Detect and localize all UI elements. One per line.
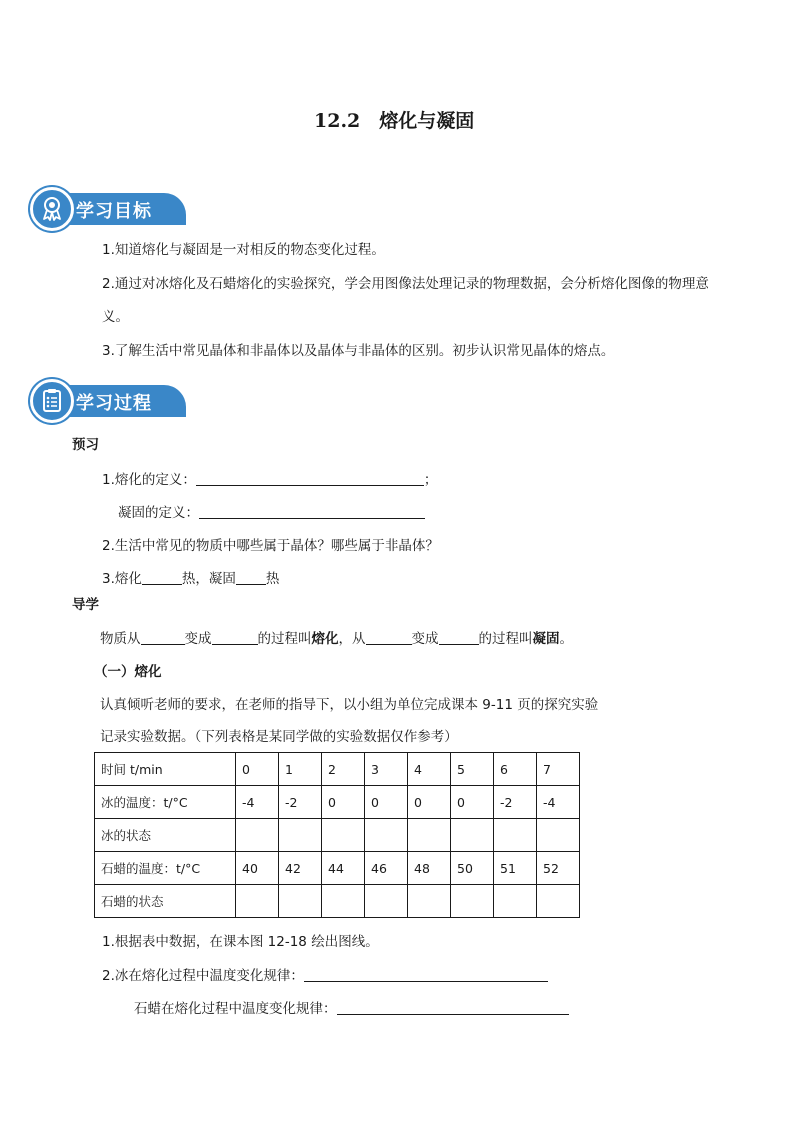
text-segment: 变成 — [411, 631, 439, 647]
table-row — [95, 753, 580, 786]
table-row — [95, 852, 580, 885]
table-cell: 44 — [322, 852, 365, 885]
table-cell: 2 — [322, 753, 365, 786]
table-cell[interactable] — [408, 885, 451, 918]
section-banner-goals — [30, 187, 186, 229]
q3-a: 3.熔化 — [102, 571, 142, 587]
preview-heading: 预习 — [72, 437, 99, 453]
table-cell[interactable] — [365, 819, 408, 852]
answer-blank[interactable] — [366, 630, 412, 645]
table-cell: 4 — [408, 753, 451, 786]
row-label: 石蜡的温度：t/°C — [95, 852, 236, 885]
row-label: 冰的温度：t/°C — [95, 786, 236, 819]
text-segment: 的过程叫 — [478, 631, 533, 647]
preview-q2: 2.生活中常见的物质中哪些属于晶体？哪些属于非晶体？ — [102, 538, 439, 554]
q2b-label: 石蜡在熔化过程中温度变化规律： — [134, 1001, 337, 1017]
text-segment: 。 — [559, 631, 573, 647]
table-cell: 50 — [451, 852, 494, 885]
row-label: 石蜡的状态 — [95, 885, 236, 918]
preview-q1 — [102, 468, 437, 488]
award-ribbon-icon — [39, 195, 65, 221]
guide-paragraph: 记录实验数据。（下列表格是某同学做的实验数据仅作参考） — [100, 729, 458, 745]
section-banner-process — [30, 379, 186, 421]
goal-item: 3.了解生活中常见晶体和非晶体以及晶体与非晶体的区别。初步认识常见晶体的熔点。 — [102, 343, 615, 359]
table-cell[interactable] — [236, 885, 279, 918]
table-cell: 46 — [365, 852, 408, 885]
page-title: 12.2 熔化与凝固 — [314, 110, 475, 132]
table-cell: 0 — [236, 753, 279, 786]
table-cell[interactable] — [537, 885, 580, 918]
q1-label: 1.熔化的定义： — [102, 472, 196, 488]
clipboard-list-icon — [39, 387, 65, 413]
table-cell: 6 — [494, 753, 537, 786]
answer-blank[interactable] — [141, 630, 185, 645]
text-segment: 的过程叫 — [257, 631, 312, 647]
answer-blank[interactable] — [199, 504, 425, 519]
table-cell: 40 — [236, 852, 279, 885]
table-cell[interactable] — [494, 885, 537, 918]
preview-q1b — [118, 501, 425, 521]
table-cell: 1 — [279, 753, 322, 786]
table-cell: 48 — [408, 852, 451, 885]
text-segment: 变成 — [184, 631, 212, 647]
after-q1: 1.根据表中数据，在课本图 12-18 绘出图线。 — [102, 934, 379, 950]
table-cell: 0 — [451, 786, 494, 819]
table-cell: -2 — [279, 786, 322, 819]
table-cell[interactable] — [408, 819, 451, 852]
table-cell: 52 — [537, 852, 580, 885]
banner-label: 学习目标 — [76, 201, 152, 222]
table-cell: -4 — [537, 786, 580, 819]
table-row — [95, 786, 580, 819]
table-cell[interactable] — [451, 819, 494, 852]
answer-blank[interactable] — [236, 570, 266, 585]
banner-label: 学习过程 — [76, 393, 152, 414]
table-cell: 7 — [537, 753, 580, 786]
table-cell: 0 — [365, 786, 408, 819]
table-cell[interactable] — [322, 885, 365, 918]
experiment-data-table — [94, 752, 580, 918]
table-cell[interactable] — [494, 819, 537, 852]
answer-blank[interactable] — [439, 630, 479, 645]
table-cell[interactable] — [279, 885, 322, 918]
goal-item: 1.知道熔化与凝固是一对相反的物态变化过程。 — [102, 242, 385, 258]
table-cell: 3 — [365, 753, 408, 786]
text-segment: ，从 — [338, 631, 366, 647]
table-cell: -2 — [494, 786, 537, 819]
q2-label: 2.冰在熔化过程中温度变化规律： — [102, 968, 304, 984]
guide-sentence — [100, 627, 573, 647]
table-cell: 0 — [322, 786, 365, 819]
term-melting: 熔化 — [311, 631, 339, 647]
row-label: 冰的状态 — [95, 819, 236, 852]
answer-blank[interactable] — [196, 471, 424, 486]
term-solidification: 凝固 — [532, 631, 560, 647]
goal-item: 2.通过对冰熔化及石蜡熔化的实验探究，学会用图像法处理记录的物理数据，会分析熔化图像的物理意 — [102, 276, 709, 292]
preview-q3 — [102, 567, 279, 587]
answer-blank[interactable] — [212, 630, 258, 645]
table-cell: 51 — [494, 852, 537, 885]
guide-paragraph: 认真倾听老师的要求，在老师的指导下，以小组为单位完成课本 9-11 页的探究实验 — [100, 697, 599, 713]
table-cell: 5 — [451, 753, 494, 786]
table-cell[interactable] — [537, 819, 580, 852]
table-cell: 0 — [408, 786, 451, 819]
table-cell[interactable] — [236, 819, 279, 852]
table-cell[interactable] — [322, 819, 365, 852]
goal-item: 义。 — [102, 309, 129, 325]
table-row — [95, 885, 580, 918]
table-cell[interactable] — [451, 885, 494, 918]
table-cell[interactable] — [365, 885, 408, 918]
text-segment: 物质从 — [100, 631, 141, 647]
row-label: 时间 t/min — [95, 753, 236, 786]
q3-b: 热，凝固 — [181, 571, 236, 587]
q1b-label: 凝固的定义： — [118, 505, 199, 521]
part-heading-melting: （一）熔化 — [94, 664, 162, 680]
table-cell: -4 — [236, 786, 279, 819]
after-q2b — [134, 997, 569, 1017]
answer-blank[interactable] — [142, 570, 182, 585]
answer-blank[interactable] — [337, 1000, 569, 1015]
answer-blank[interactable] — [304, 967, 548, 982]
after-q2 — [102, 964, 548, 984]
guide-heading: 导学 — [72, 597, 99, 613]
q3-c: 热 — [265, 571, 280, 587]
table-cell: 42 — [279, 852, 322, 885]
q1-end: ； — [423, 472, 438, 488]
table-cell[interactable] — [279, 819, 322, 852]
table-row — [95, 819, 580, 852]
